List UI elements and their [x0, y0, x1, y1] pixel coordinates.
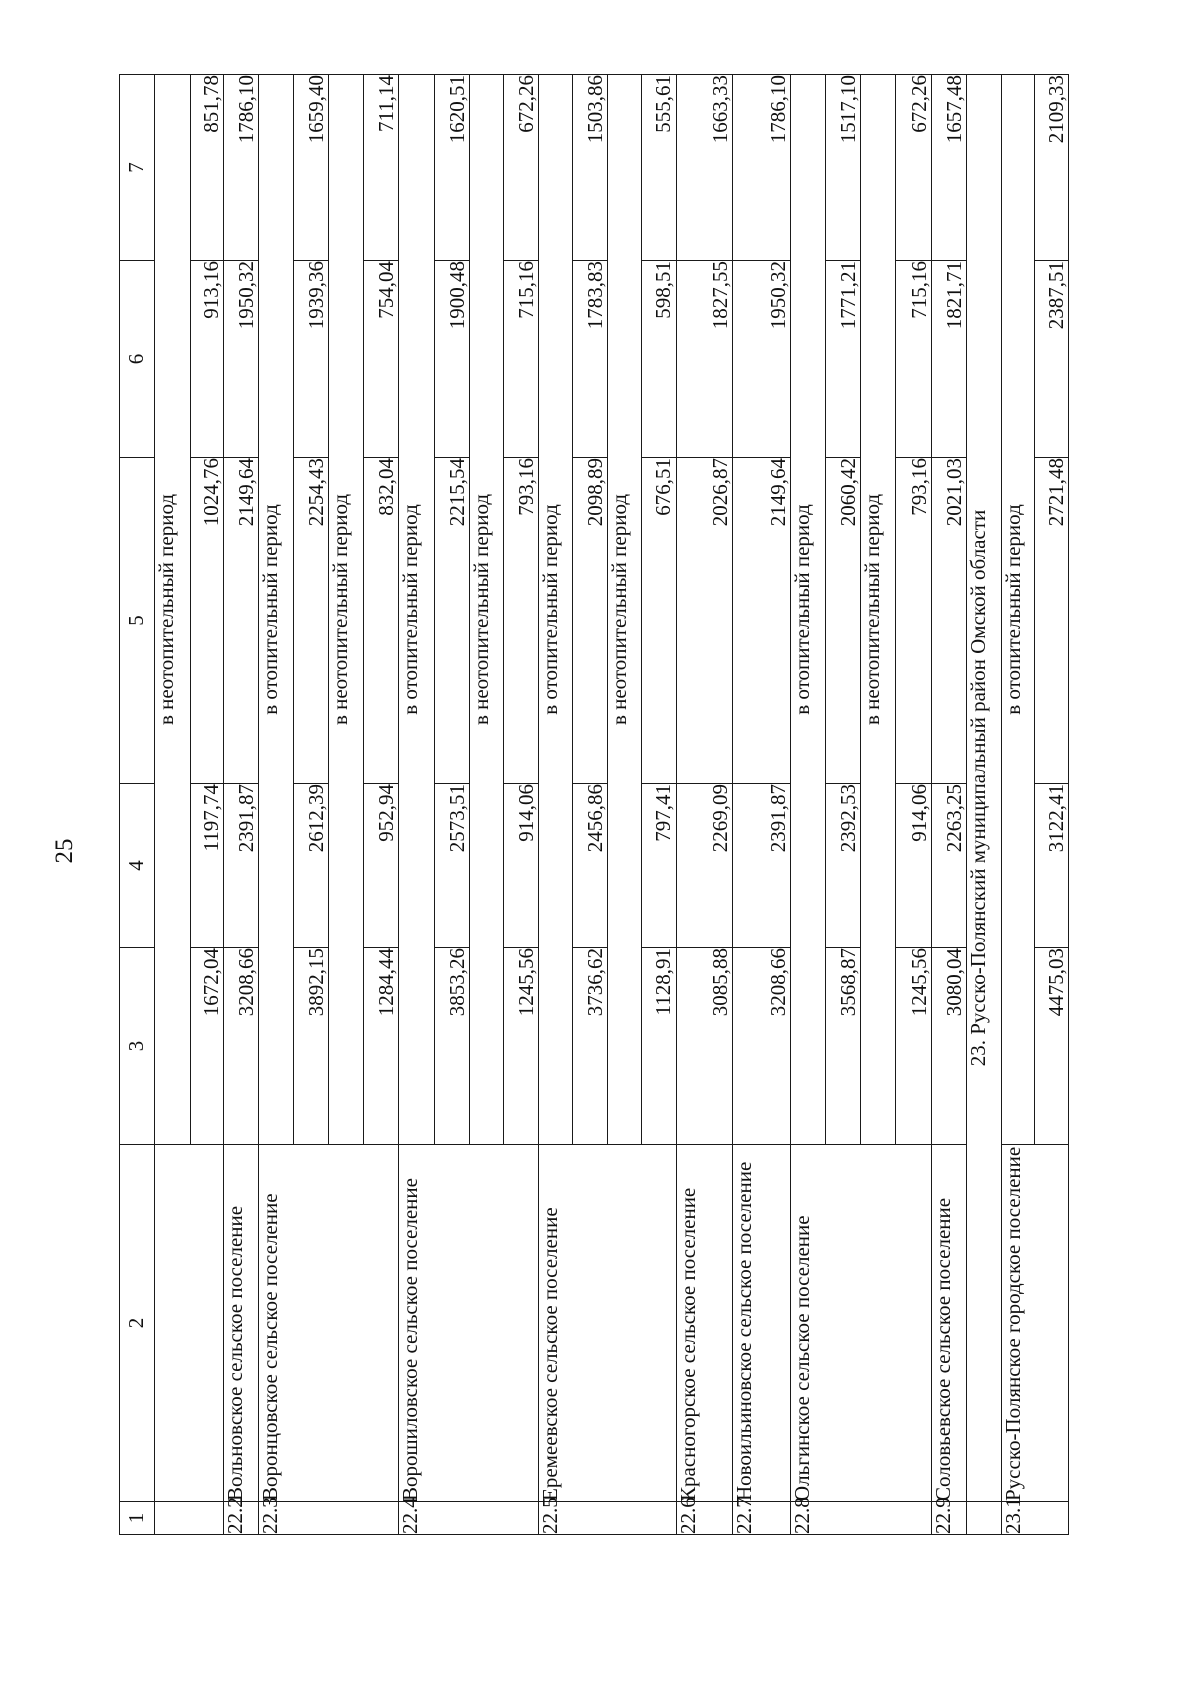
rotated-table-container: [119, 75, 1069, 1535]
value-cell: 2456,86: [572, 784, 607, 948]
value-cell: 2269,09: [676, 784, 732, 948]
table-row: [223, 75, 258, 1535]
value-cell: 2149,64: [223, 458, 258, 784]
value-cell: 913,16: [191, 261, 224, 458]
value-cell: 2254,43: [293, 458, 328, 784]
value-cell: 793,16: [503, 458, 538, 784]
section-title: 23. Русско-Полянский муниципальный район Омской области: [967, 75, 1002, 1502]
header-cell-7: 7: [120, 75, 155, 261]
value-cell: 1503,86: [572, 75, 607, 261]
value-cell: 3892,15: [293, 948, 328, 1145]
row-number: 22.5: [538, 1502, 676, 1535]
row-name: Ворошиловское сельское поселение: [398, 1145, 538, 1502]
value-cell: 1771,21: [826, 261, 861, 458]
value-cell: 2026,87: [676, 458, 732, 784]
value-cell: 3208,66: [732, 948, 790, 1145]
value-cell: 914,06: [503, 784, 538, 948]
header-cell-3: 3: [120, 948, 155, 1145]
row-name: Вольновское сельское поселение: [223, 1145, 258, 1502]
value-cell: 2391,87: [223, 784, 258, 948]
period-row: [398, 75, 434, 1535]
value-cell: 672,26: [503, 75, 538, 261]
header-cell-6: 6: [120, 261, 155, 458]
value-cell: 1284,44: [363, 948, 398, 1145]
value-cell: 2060,42: [826, 458, 861, 784]
value-cell: 1786,10: [223, 75, 258, 261]
table-row: [732, 75, 790, 1535]
value-cell: 2215,54: [434, 458, 469, 784]
value-cell: 1197,74: [191, 784, 224, 948]
row-number: 22.7: [732, 1502, 790, 1535]
period-row: [538, 75, 572, 1535]
value-cell: 715,16: [503, 261, 538, 458]
row-number: 22.6: [676, 1502, 732, 1535]
value-cell: 1783,83: [572, 261, 607, 458]
value-cell: 1821,71: [932, 261, 967, 458]
value-cell: 797,41: [641, 784, 676, 948]
row-name: Еремеевское сельское поселение: [538, 1145, 676, 1502]
value-cell: 754,04: [363, 261, 398, 458]
value-cell: 851,78: [191, 75, 224, 261]
value-cell: 3853,26: [434, 948, 469, 1145]
value-cell: 4475,03: [1034, 948, 1068, 1145]
value-cell: 555,61: [641, 75, 676, 261]
section-row: [967, 75, 1002, 1535]
period-row: [258, 75, 293, 1535]
value-cell: 1620,51: [434, 75, 469, 261]
empty-cell: [967, 1502, 1002, 1535]
row-number: 22.2: [223, 1502, 258, 1535]
value-cell: 793,16: [896, 458, 932, 784]
value-cell: 1128,91: [641, 948, 676, 1145]
value-cell: 2392,53: [826, 784, 861, 948]
period-label-non-heating: в неотопительный период: [154, 75, 190, 1145]
value-cell: 598,51: [641, 261, 676, 458]
value-cell: 3568,87: [826, 948, 861, 1145]
value-cell: 2387,51: [1034, 261, 1068, 458]
period-label-non-heating: в неотопительный период: [328, 75, 363, 1145]
value-cell: 914,06: [896, 784, 932, 948]
value-cell: 3080,04: [932, 948, 967, 1145]
value-cell: 1950,32: [223, 261, 258, 458]
period-label-non-heating: в неотопительный период: [607, 75, 641, 1145]
value-cell: 1900,48: [434, 261, 469, 458]
row-number: [154, 1502, 223, 1535]
header-cell-1: 1: [120, 1502, 155, 1535]
value-cell: 1657,48: [932, 75, 967, 261]
value-cell: 2573,51: [434, 784, 469, 948]
value-cell: 3736,62: [572, 948, 607, 1145]
value-cell: 1939,36: [293, 261, 328, 458]
value-cell: 1827,55: [676, 261, 732, 458]
value-cell: 832,04: [363, 458, 398, 784]
value-cell: 711,14: [363, 75, 398, 261]
period-label-heating: в отопительный период: [791, 75, 826, 1145]
value-cell: 715,16: [896, 261, 932, 458]
value-cell: 1786,10: [732, 75, 790, 261]
header-cell-5: 5: [120, 458, 155, 784]
row-name: Красногорское сельское поселение: [676, 1145, 732, 1502]
row-number: 22.9: [932, 1502, 967, 1535]
value-cell: 2021,03: [932, 458, 967, 784]
row-number: 22.3: [258, 1502, 398, 1535]
row-number: 22.4: [398, 1502, 538, 1535]
value-cell: 2263,25: [932, 784, 967, 948]
value-cell: 1950,32: [732, 261, 790, 458]
row-name: Соловьевское сельское поселение: [932, 1145, 967, 1502]
table-row: [932, 75, 967, 1535]
row-number: 23.1: [1002, 1502, 1069, 1535]
period-row: [791, 75, 826, 1535]
value-cell: 2391,87: [732, 784, 790, 948]
period-row: [1002, 75, 1035, 1535]
row-name: Ольгинское сельское поселение: [791, 1145, 932, 1502]
value-cell: 672,26: [896, 75, 932, 261]
period-label-heating: в отопительный период: [538, 75, 572, 1145]
period-label-non-heating: в неотопительный период: [469, 75, 503, 1145]
value-cell: 2109,33: [1034, 75, 1068, 261]
value-cell: 3122,41: [1034, 784, 1068, 948]
value-cell: 2721,48: [1034, 458, 1068, 784]
value-cell: 2612,39: [293, 784, 328, 948]
value-cell: 952,94: [363, 784, 398, 948]
value-cell: 1663,33: [676, 75, 732, 261]
value-cell: 676,51: [641, 458, 676, 784]
row-name: Воронцовское сельское поселение: [258, 1145, 398, 1502]
header-cell-4: 4: [120, 784, 155, 948]
value-cell: 2149,64: [732, 458, 790, 784]
value-cell: 1517,10: [826, 75, 861, 261]
period-label-heating: в отопительный период: [258, 75, 293, 1145]
value-cell: 1672,04: [191, 948, 224, 1145]
value-cell: 3208,66: [223, 948, 258, 1145]
row-name: Русско-Полянское городское поселение: [1002, 1145, 1069, 1502]
row-name: Новоильиновское сельское поселение: [732, 1145, 790, 1502]
tariff-table: [119, 74, 1069, 1535]
value-cell: 1659,40: [293, 75, 328, 261]
header-row: [120, 75, 155, 1535]
value-cell: 2098,89: [572, 458, 607, 784]
row-name: [154, 1145, 223, 1502]
value-cell: 1245,56: [503, 948, 538, 1145]
period-label-heating: в отопительный период: [1002, 75, 1035, 1145]
period-label-heating: в отопительный период: [398, 75, 434, 1145]
period-label-non-heating: в неотопительный период: [861, 75, 896, 1145]
value-cell: 1245,56: [896, 948, 932, 1145]
row-number: 22.8: [791, 1502, 932, 1535]
value-cell: 3085,88: [676, 948, 732, 1145]
period-row: [154, 75, 190, 1535]
value-cell: 1024,76: [191, 458, 224, 784]
page-number: 25: [51, 838, 78, 864]
table-row: [676, 75, 732, 1535]
header-cell-2: 2: [120, 1145, 155, 1502]
